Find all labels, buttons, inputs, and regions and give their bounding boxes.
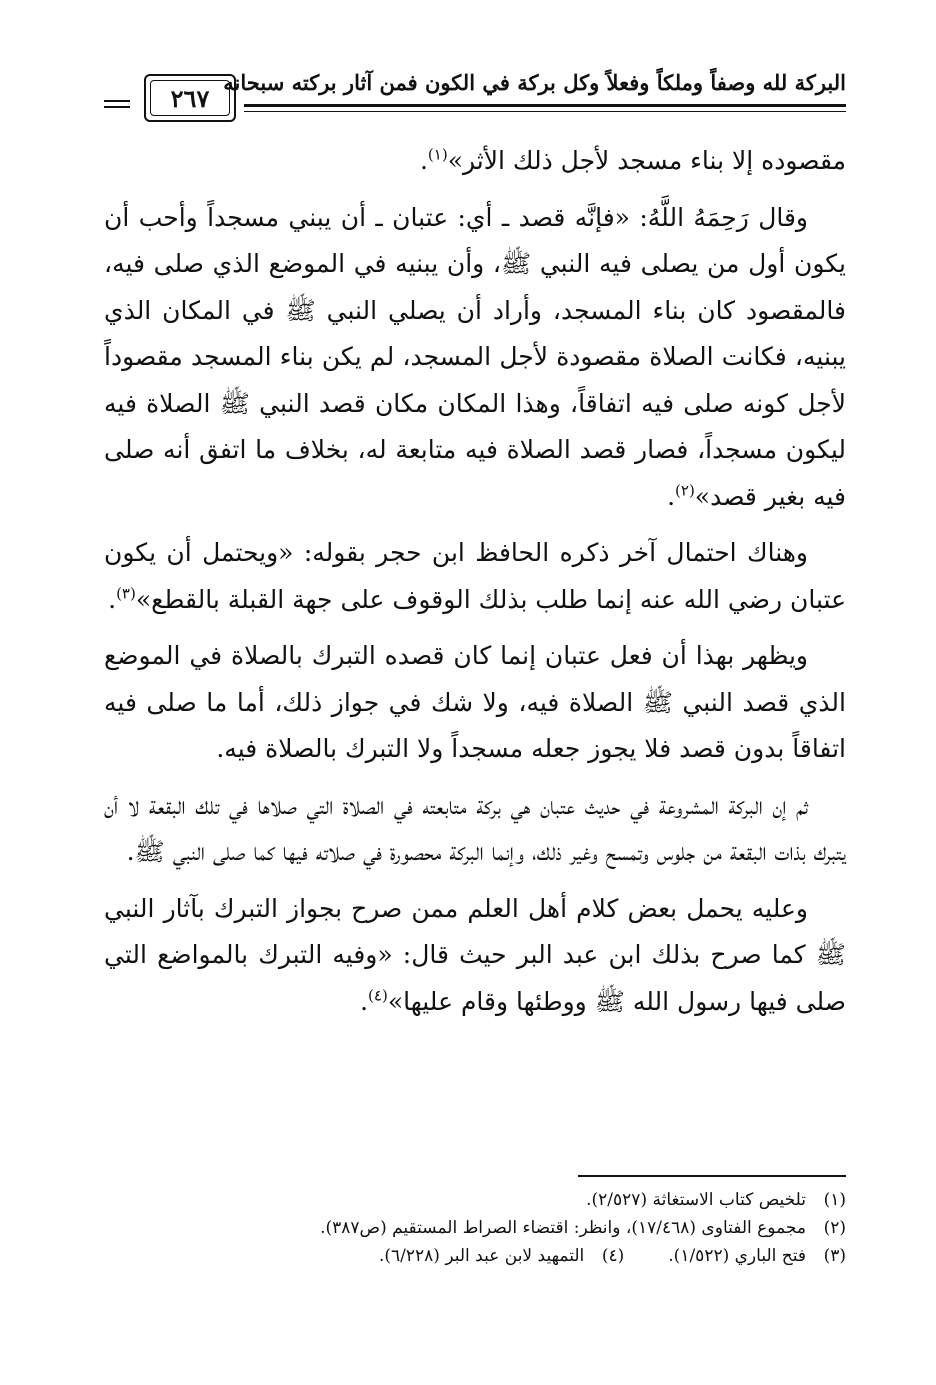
footnote-text: فتح الباري (١/٥٢٢). (668, 1246, 806, 1266)
paragraph-2 (104, 195, 846, 521)
footnote-4 (379, 1242, 624, 1270)
paragraph-text: ثم إن البركة المشروعة في حديث عتبان هي بركة متابعته في الصلاة التي صلاها في تلك البقعة لا أن يتبرك بذات البقعة من جلوس وتمسح وغير ذلك، وإنما البركة محصورة في صلاته فيها كما صلى النبي ﷺ. (104, 790, 846, 866)
footnote-number: (٣) (823, 1246, 846, 1266)
footnote-separator (578, 1175, 846, 1177)
paragraph-end: . (108, 584, 117, 614)
footnote-ref: (٤) (368, 986, 388, 1005)
main-text (104, 138, 846, 1035)
footnote-1 (104, 1186, 846, 1214)
header-rule-thin (244, 111, 846, 112)
footnote-text: مجموع الفتاوى (١٧/٤٦٨)، وانظر: اقتضاء الصراط المستقيم (ص٣٨٧). (320, 1218, 806, 1238)
page-header (104, 62, 846, 128)
footnote-2 (104, 1214, 846, 1242)
footnote-text: تلخيص كتاب الاستغاثة (٢/٥٢٧). (586, 1190, 806, 1210)
footnote-number: (٢) (823, 1218, 846, 1238)
paragraph-end: . (667, 481, 676, 511)
paragraph-end: . (360, 986, 369, 1016)
footnote-ref: (١) (427, 145, 448, 164)
footnote-ref: (٣) (116, 584, 136, 603)
paragraph-text: مقصوده إلا بناء مسجد لأجل ذلك الأثر» (447, 146, 846, 175)
header-rule-thick (244, 104, 846, 107)
paragraph-4 (104, 633, 846, 773)
paragraph-text: وهناك احتمال آخر ذكره الحافظ ابن حجر بقوله: «ويحتمل أن يكون عتبان رضي الله عنه إنما طلب بذلك الوقوف على جهة القبلة بالقطع» (104, 538, 846, 614)
paragraph-text: ويظهر بهذا أن فعل عتبان إنما كان قصده التبرك بالصلاة في الموضع الذي قصد النبي ﷺ الصلاة فيه، ولا شك في جواز ذلك، أما ما صلى فيه اتفاقاً بدون قصد فلا يجوز جعله مسجداً ولا التبرك بالصلاة فيه. (104, 641, 846, 763)
header-rule-left (104, 100, 130, 102)
paragraph-3 (104, 530, 846, 623)
paragraph-1 (104, 138, 846, 185)
footnote-number: (١) (823, 1190, 846, 1210)
footnote-row-3-4 (104, 1242, 846, 1270)
footnotes (104, 1186, 846, 1270)
paragraph-text: وقال رَحِمَهُ اللَّهُ: «فإنَّه قصد ـ أي: عتبان ـ أن يبني مسجداً وأحب أن يكون أول من يصلى فيه النبي ﷺ، وأن يبنيه في الموضع الذي صلى فيه، فالمقصود كان بناء المسجد، وأراد أن يصلي النبي ﷺ في المكان الذي يبنيه، فكانت الصلاة مقصودة لأجل المسجد، لم يكن بناء المسجد مقصوداً لأجل كونه صلى فيه اتفاقاً، وهذا المكان مكان قصد النبي ﷺ الصلاة فيه ليكون مسجداً، فصار قصد الصلاة فيه متابعة له، بخلاف ما اتفق أنه صلى فيه بغير قصد» (104, 202, 846, 511)
footnote-text: التمهيد لابن عبد البر (٦/٢٢٨). (378, 1246, 585, 1266)
footnote-3 (668, 1242, 846, 1270)
footnote-ref: (٢) (675, 481, 695, 500)
page-number: ٢٦٧ (170, 84, 210, 113)
paragraph-5 (104, 783, 846, 876)
paragraph-text: وعليه يحمل بعض كلام أهل العلم ممن صرح بجواز التبرك بآثار النبي ﷺ كما صرح بذلك ابن عبد البر حيث قال: «وفيه التبرك بالمواضع التي صلى فيها رسول الله ﷺ ووطئها وقام عليها» (104, 893, 846, 1016)
running-title: البركة لله وصفاً وملكاً وفعلاً وكل بركة في الكون فمن آثار بركته سبحانه (223, 70, 846, 95)
footnote-number: (٤) (601, 1246, 625, 1266)
paragraph-6 (104, 886, 846, 1026)
page-number-frame (144, 74, 236, 122)
paragraph-end: . (419, 146, 428, 175)
